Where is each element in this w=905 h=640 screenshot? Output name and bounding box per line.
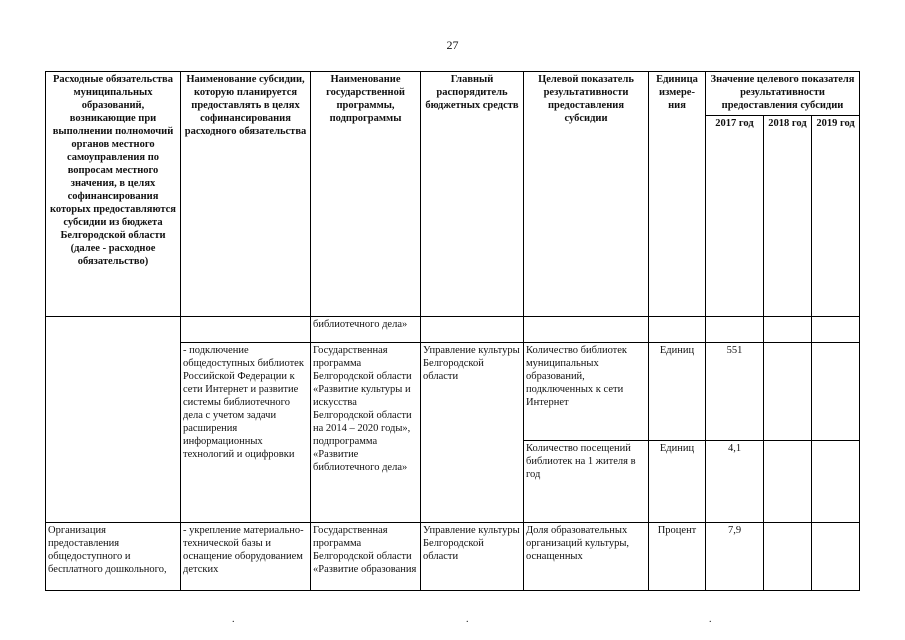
table-cell xyxy=(46,317,181,523)
table-cell-value-2017: 551 xyxy=(706,343,764,441)
table-cell xyxy=(764,523,812,591)
table-cell xyxy=(812,317,860,343)
table-cell xyxy=(812,343,860,441)
header-target-indicator: Целевой показатель результативности предоставления субсидии xyxy=(524,72,649,317)
subsidy-table xyxy=(45,71,860,591)
table-cell-unit: Процент xyxy=(649,523,706,591)
table-cell xyxy=(421,317,524,343)
table-cell xyxy=(706,317,764,343)
table-cell xyxy=(181,317,311,343)
table-cell xyxy=(764,317,812,343)
table-cell-manager-culture: Управление культуры Белгородской области xyxy=(421,343,524,523)
table-cell xyxy=(764,343,812,441)
table-cell-program-culture: Государственная программа Белгородской области «Развитие культуры и искусства Белгородской области на 2014 – 2020 годы», подпрограмма «Развитие библиотечного дела» xyxy=(311,343,421,523)
table-cell-value-2017: 7,9 xyxy=(706,523,764,591)
header-year-2019: 2019 год xyxy=(812,116,860,317)
table-cell-manager-culture: Управление культуры Белгородской области xyxy=(421,523,524,591)
table-cell xyxy=(649,317,706,343)
header-expense-obligations: Расходные обязательства муниципальных образований, возникающие при выполнении полномочий органов местного самоуправления по вопросам местного значения, в целях софинансирования которых предоставляются субсидии из бюджета Белгородской области (далее - расходное обязательство) xyxy=(46,72,181,317)
table-cell-program-education: Государственная программа Белгородской области «Развитие образования xyxy=(311,523,421,591)
table-cell-subsidy-internet: - подключение общедоступных библиотек Российской Федерации к сети Интернет и развитие системы библиотечного дела с учетом задачи расширения информационных технологий и оцифровки xyxy=(181,343,311,523)
footer-dot: . xyxy=(466,614,469,625)
table-cell-obligation-preschool: Организация предоставления общедоступного и бесплатного дошкольного, xyxy=(46,523,181,591)
header-year-2017: 2017 год xyxy=(706,116,764,317)
table-cell-subsidy-equipment: - укрепление материально-технической базы и оснащение оборудованием детских xyxy=(181,523,311,591)
table-cell-unit: Единиц xyxy=(649,441,706,523)
table-cell-unit: Единиц xyxy=(649,343,706,441)
table-cell xyxy=(812,523,860,591)
table-cell-indicator-libraries: Количество библиотек муниципальных образований, подключенных к сети Интернет xyxy=(524,343,649,441)
header-budget-manager: Главный распорядитель бюджетных средств xyxy=(421,72,524,317)
header-program-name: Наименование государственной программы, подпрограммы xyxy=(311,72,421,317)
footer-dot: . xyxy=(232,614,235,625)
table-cell-indicator-visits: Количество посещений библиотек на 1 жителя в год xyxy=(524,441,649,523)
page-number: 27 xyxy=(446,38,459,52)
header-unit: Единица измере-ния xyxy=(649,72,706,317)
table-cell xyxy=(812,441,860,523)
table-cell-indicator-share: Доля образовательных организаций культуры, оснащенных xyxy=(524,523,649,591)
table-cell-value-2017: 4,1 xyxy=(706,441,764,523)
footer-dot: . xyxy=(709,614,712,625)
header-subsidy-name: Наименование субсидии, которую планируется предоставлять в целях софинансирования расходного обязательства xyxy=(181,72,311,317)
table-cell-program-continued: библиотечного дела» xyxy=(311,317,421,343)
header-year-2018: 2018 год xyxy=(764,116,812,317)
table-cell xyxy=(764,441,812,523)
table-cell xyxy=(524,317,649,343)
header-indicator-value: Значение целевого показателя результативности предоставления субсидии xyxy=(706,72,860,116)
